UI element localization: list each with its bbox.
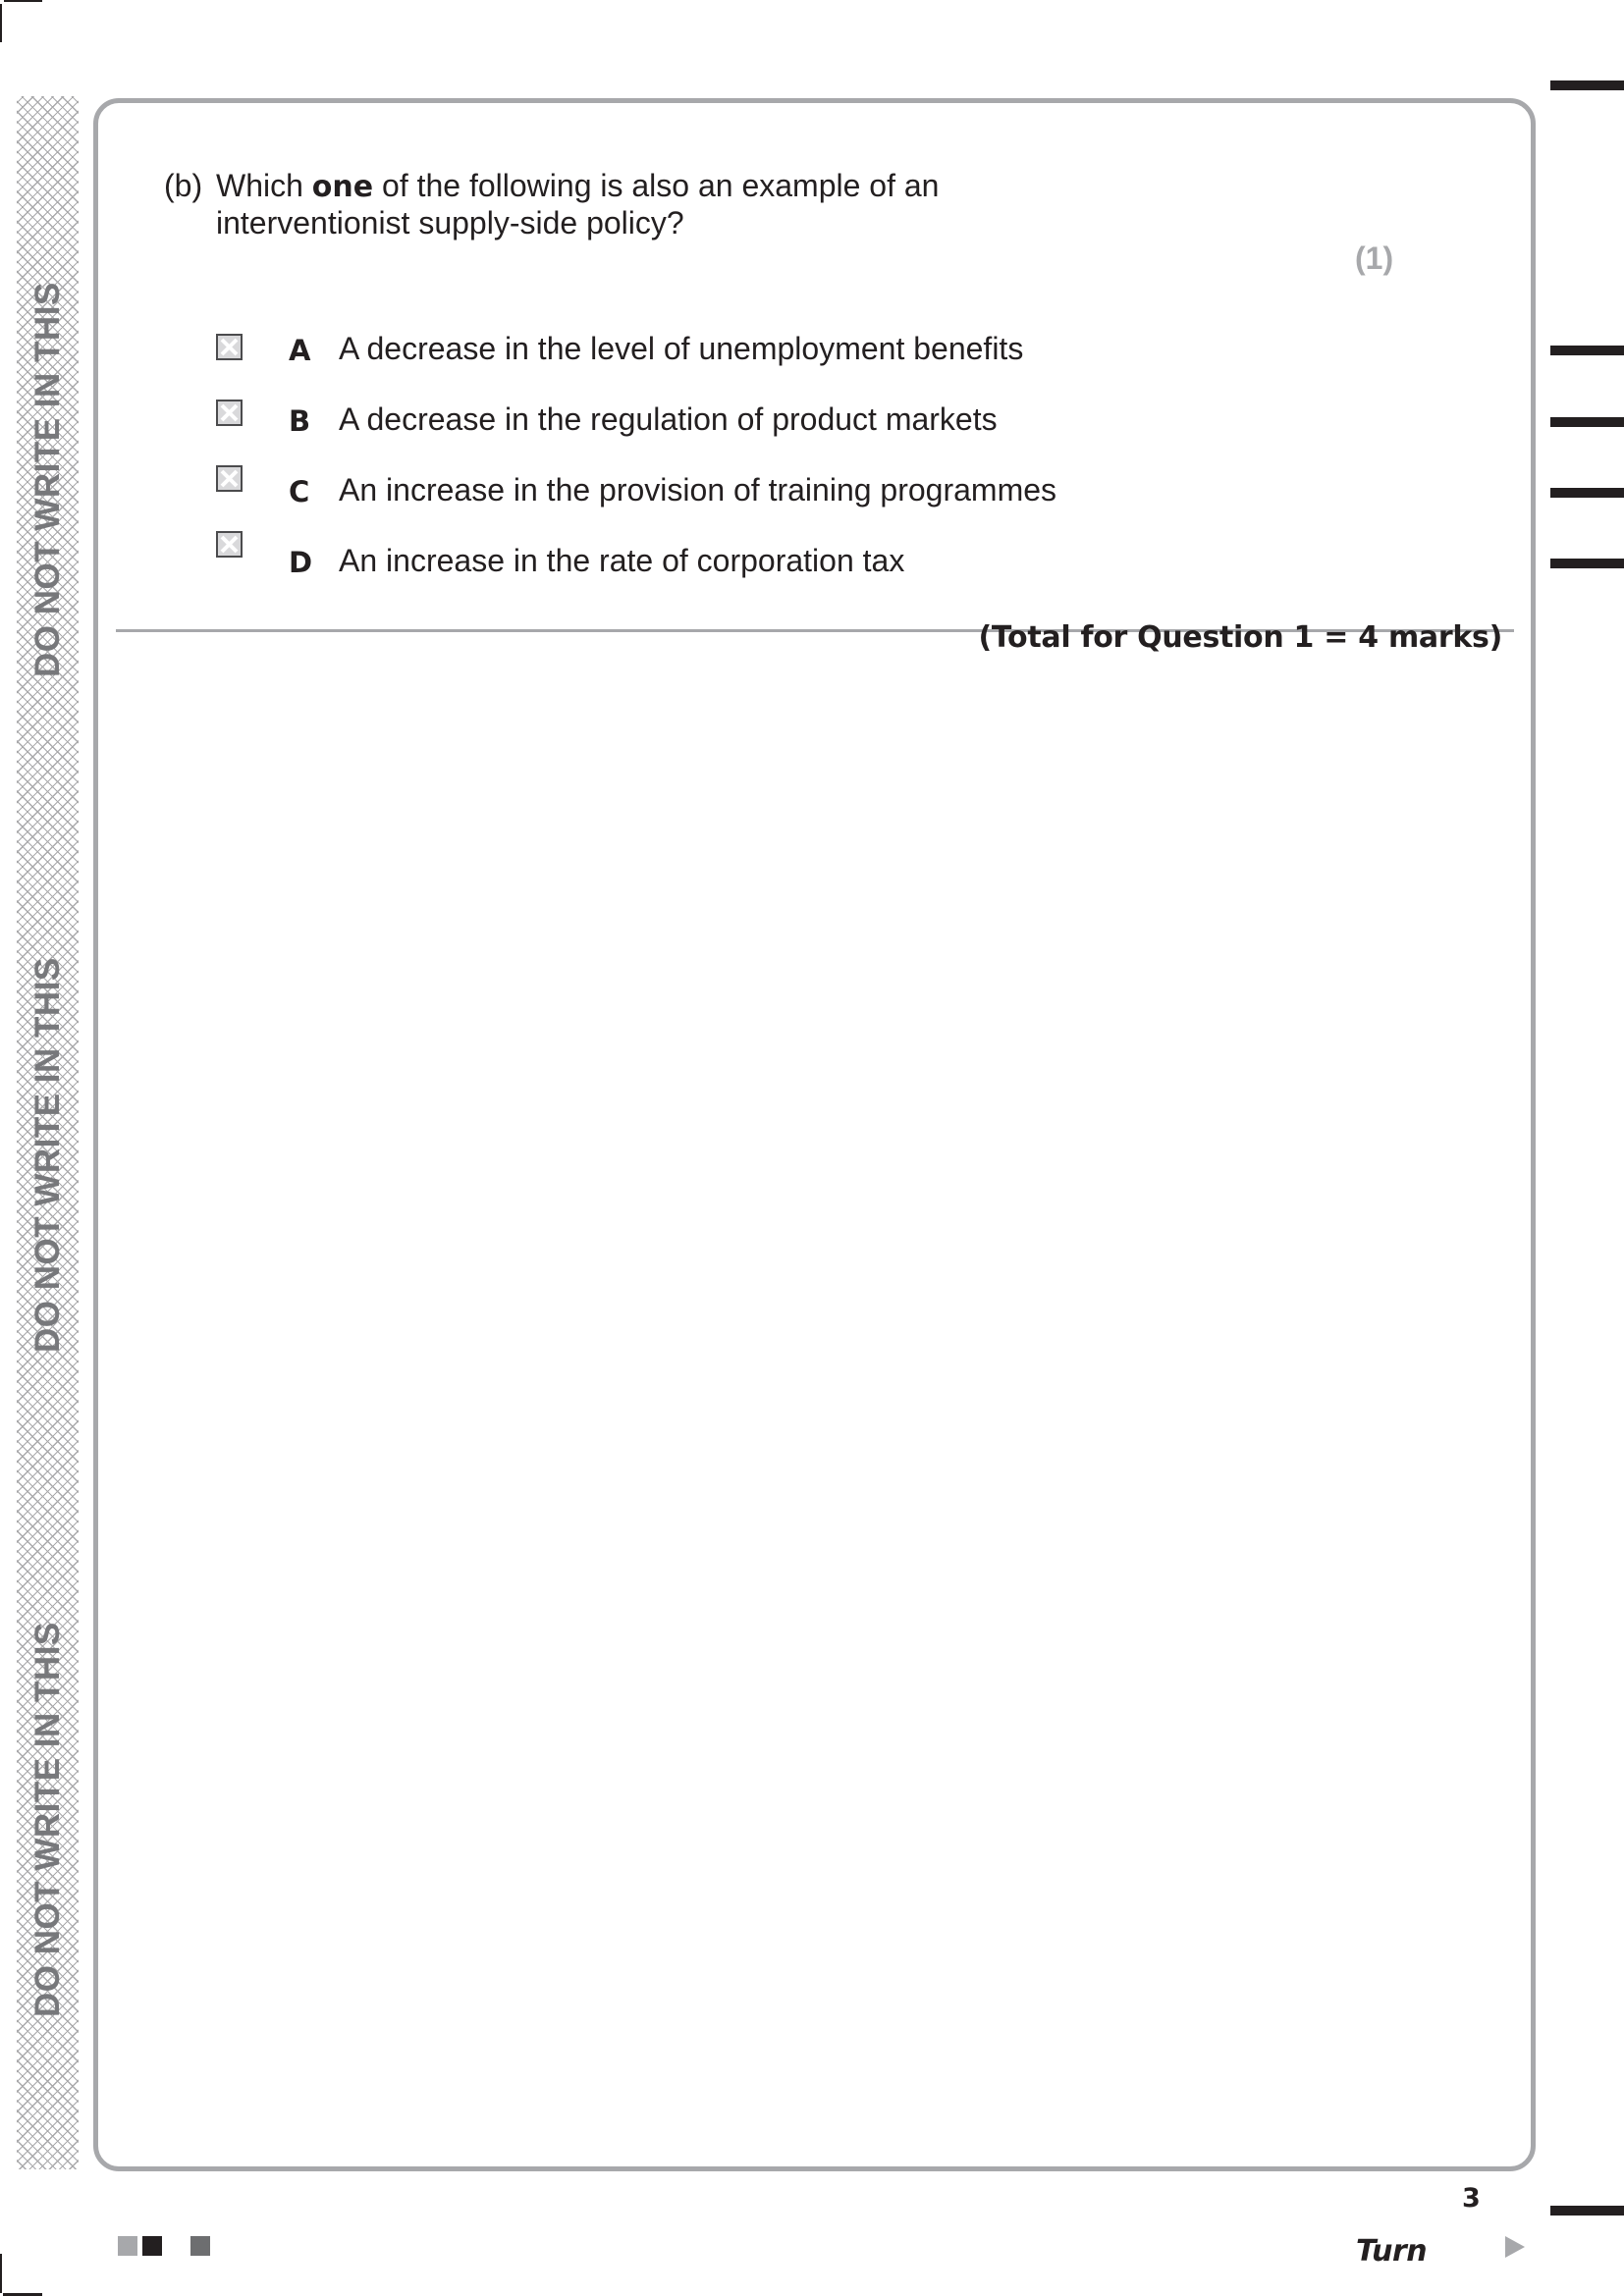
- question-marks: (1): [1355, 240, 1394, 276]
- option-letter: C: [289, 475, 310, 508]
- turn-arrow-icon: [1505, 2236, 1525, 2258]
- question-text-end: of the following is also an example of an: [373, 168, 940, 203]
- option-text: A decrease in the regulation of product markets: [339, 401, 998, 437]
- checkbox-a[interactable]: [216, 334, 243, 360]
- registration-square-light: [118, 2236, 137, 2256]
- question-text-line2: interventionist supply-side policy?: [216, 205, 684, 240]
- option-text: A decrease in the level of unemployment benefits: [339, 331, 1024, 366]
- crop-mark-top-left-h: [4, 0, 42, 2]
- margin-label-1: DO NOT WRITE IN THIS: [28, 282, 67, 677]
- option-text: An increase in the rate of corporation tax: [339, 543, 905, 578]
- cross-icon: [219, 337, 240, 357]
- option-letter: D: [289, 546, 313, 579]
- question-total: (Total for Question 1 = 4 marks): [978, 620, 1502, 655]
- margin-label-3: DO NOT WRITE IN THIS: [28, 1622, 67, 2017]
- margin-tick: [1550, 80, 1624, 90]
- turn-over-label: Turn: [1356, 2234, 1428, 2269]
- checkbox-c[interactable]: [216, 465, 243, 492]
- question-part-label: (b): [164, 168, 203, 203]
- registration-square-black: [142, 2236, 162, 2256]
- checkbox-d[interactable]: [216, 531, 243, 558]
- margin-label-2: DO NOT WRITE IN THIS: [28, 957, 67, 1353]
- registration-square-mid: [190, 2236, 210, 2256]
- margin-tick: [1550, 2206, 1624, 2216]
- option-text: An increase in the provision of training programmes: [339, 472, 1057, 507]
- cross-icon: [219, 534, 240, 555]
- question-text-start: Which: [216, 168, 312, 203]
- cross-icon: [219, 402, 240, 423]
- crop-mark-bottom-left-v: [0, 2254, 2, 2293]
- margin-tick: [1550, 346, 1624, 355]
- margin-tick: [1550, 488, 1624, 498]
- cross-icon: [219, 468, 240, 489]
- option-letter: A: [289, 334, 311, 367]
- crop-mark-top-left-v: [0, 4, 2, 42]
- checkbox-b[interactable]: [216, 400, 243, 426]
- margin-tick: [1550, 559, 1624, 568]
- option-letter: B: [289, 404, 311, 438]
- question-text-line1: [216, 167, 939, 206]
- margin-tick: [1550, 417, 1624, 427]
- question-bold-word: one: [311, 170, 374, 204]
- page-number: 3: [1462, 2183, 1481, 2214]
